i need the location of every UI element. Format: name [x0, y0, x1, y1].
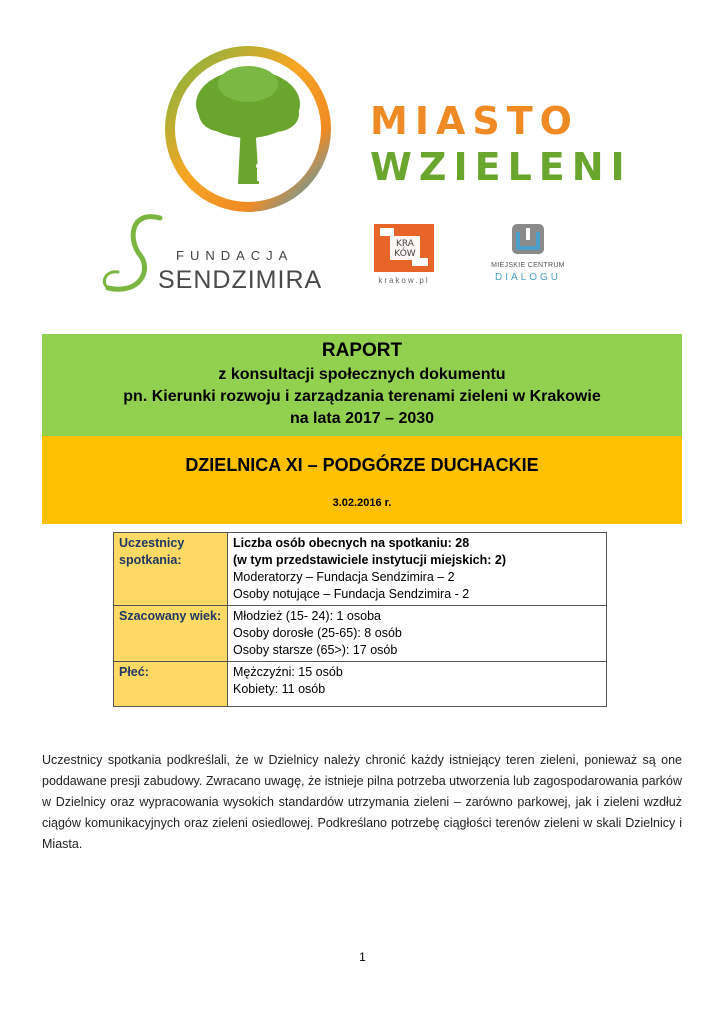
row-label: Szacowany wiek:: [114, 606, 228, 662]
krakow-bricks-icon: [372, 222, 436, 274]
mcd-speech-icon: [488, 222, 568, 260]
district-band: [42, 436, 682, 524]
tree-ring-icon: [163, 44, 333, 214]
participants-table: [113, 532, 607, 707]
krakow-logo: [372, 222, 436, 290]
miasto-text: MIASTO: [370, 99, 579, 143]
row-spacer: [233, 698, 601, 704]
krakow-url: krakow.pl: [378, 276, 430, 285]
value-line: Osoby starsze (65>): 17 osób: [233, 643, 398, 657]
svg-text:KRA: KRA: [396, 239, 414, 249]
mcd-line1: MIEJSKIE CENTRUM: [491, 262, 565, 269]
row-label: Uczestnicy spotkania:: [114, 533, 228, 606]
report-subtitle-3: na lata 2017 – 2030: [289, 410, 435, 427]
value-line: Kobiety: 11 osób: [233, 682, 326, 696]
meeting-date: 3.02.2016 r.: [332, 497, 392, 509]
fundacja-label: FUNDACJA: [176, 248, 294, 263]
value-line: Osoby notujące – Fundacja Sendzimira - 2: [233, 587, 470, 601]
row-label: Płeć:: [114, 662, 228, 707]
value-line: Mężczyźni: 15 osób: [233, 665, 343, 679]
district-title: DZIELNICA XI – PODGÓRZE DUCHACKIE: [185, 455, 539, 475]
value-line: Moderatorzy – Fundacja Sendzimira – 2: [233, 570, 455, 584]
report-title: RAPORT: [321, 340, 403, 361]
value-line: Liczba osób obecnych na spotkaniu: 28: [233, 536, 470, 550]
summary-paragraph: Uczestnicy spotkania podkreślali, że w Dzielnicy należy chronić każdy istniejący teren zieleni, ponieważ są one poddawane presji zabudowy. Zwracano uwagę, że istnieje pilna potrzeba utworzenia lub zagospodarowania parków w Dzielnicy oraz wypracowania wysokich standardów utrzymania zieleni – zarówno parkowej, jak i zieleni wzdłuż ciągów komunikacyjnych oraz zieleni osiedlowej. Podkreślano potrzebę ciągłości terenów zieleni w skali Dzielnicy i Miasta.: [42, 753, 682, 851]
fundacja-sendzimira-logo: [100, 210, 323, 300]
mcd-line2: DIALOGU: [494, 272, 561, 283]
miasto-w-zieleni-tree-logo: [163, 44, 333, 214]
report-subtitle-1: z konsultacji społecznych dokumentu: [218, 366, 506, 383]
page-number: 1: [359, 950, 366, 964]
row-values: [228, 533, 607, 606]
report-title-band: [42, 334, 682, 436]
table-row: [114, 606, 607, 662]
miasto-w-zieleni-wordmark: [370, 99, 632, 189]
value-line: (w tym przedstawiciele instytucji miejskich: 2): [233, 553, 507, 567]
table-row: [114, 662, 607, 707]
miejskie-centrum-dialogu-logo: [488, 222, 568, 290]
svg-text:KÓW: KÓW: [394, 249, 416, 259]
w-zieleni-text: WZIELENI: [370, 145, 632, 189]
value-line: Osoby dorosłe (25-65): 8 osób: [233, 626, 402, 640]
table-row: [114, 533, 607, 606]
value-line: Młodzież (15- 24): 1 osoba: [233, 609, 381, 623]
report-subtitle-2: pn. Kierunki rozwoju i zarządzania terenami zieleni w Krakowie: [123, 388, 601, 405]
row-values: [228, 606, 607, 662]
sendzimira-label: SENDZIMIRA: [158, 266, 323, 294]
row-values: [228, 662, 607, 707]
